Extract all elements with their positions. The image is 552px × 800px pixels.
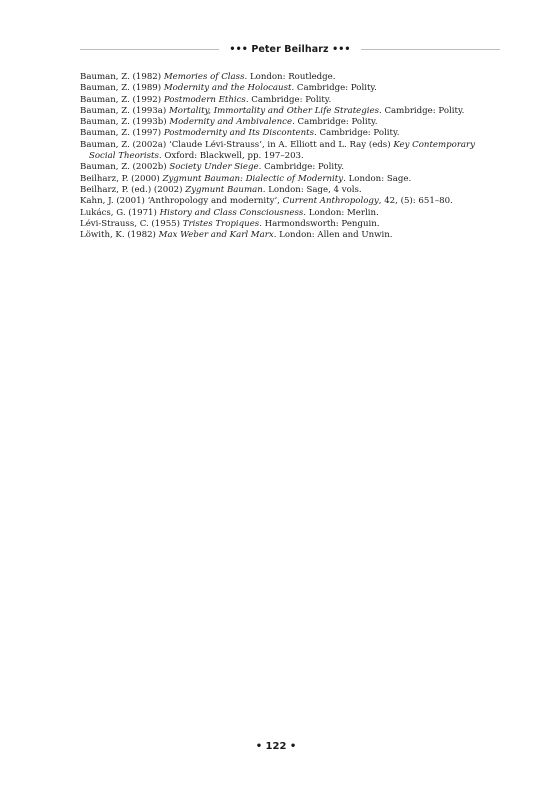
reference-text: . London: Allen and Unwin. [273, 230, 393, 241]
reference-entry [80, 95, 504, 106]
reference-entry [80, 128, 504, 139]
reference-text: Löwith, K. (1982) [80, 230, 159, 241]
reference-entry [80, 196, 504, 207]
reference-title: Tristes Tropiques [182, 218, 260, 229]
reference-title: Key Contemporary Social Theorists [89, 139, 476, 162]
reference-title: Max Weber and Karl Marx [158, 230, 274, 241]
reference-text: Bauman, Z. (2002a) ‘Claude Lévi-Strauss’, in A. Elliott and L. Ray (eds) [80, 139, 394, 150]
reference-title: Postmodern Ethics [163, 94, 246, 105]
header-rule-right [361, 49, 500, 50]
reference-entry [80, 185, 504, 196]
reference-text: Bauman, Z. (1992) [80, 94, 164, 105]
reference-entry [80, 230, 504, 241]
running-head [80, 42, 500, 56]
reference-entry [80, 83, 504, 94]
reference-text: Bauman, Z. (1982) [80, 72, 164, 82]
reference-entry [80, 174, 504, 185]
reference-title: Modernity and the Holocaust [163, 83, 292, 94]
reference-text: . Cambridge: Polity. [292, 117, 378, 128]
reference-title: Modernity and Ambivalence [169, 117, 293, 128]
reference-text: Lévi-Strauss, C. (1955) [80, 218, 183, 229]
reference-title: History and Class Consciousness [159, 207, 304, 218]
reference-text: . London: Routledge. [244, 72, 336, 82]
reference-title: Postmodernity and Its Discontents [163, 128, 315, 139]
reference-title: Zygmunt Bauman: Dialectic of Modernity [162, 173, 344, 184]
reference-text: . Cambridge: Polity. [245, 94, 332, 105]
reference-entry [80, 72, 504, 83]
reference-title: Society Under Siege [169, 162, 259, 173]
reference-text: Bauman, Z. (2002b) [80, 162, 170, 173]
reference-text: Bauman, Z. (1993a) [80, 105, 169, 116]
reference-text: Beilharz, P. (2000) [80, 173, 163, 184]
reference-text: . Cambridge: Polity. [291, 83, 377, 94]
reference-list [80, 72, 504, 241]
reference-text: Bauman, Z. (1997) [80, 128, 164, 139]
page-number: • 122 • [255, 741, 297, 752]
running-head-author: ••• Peter Beilharz ••• [229, 43, 351, 55]
reference-text: . Harmondsworth: Penguin. [259, 218, 380, 229]
reference-title: Current Anthropology [282, 196, 379, 207]
reference-entry [80, 219, 504, 230]
reference-text: . Cambridge: Polity. [258, 162, 344, 173]
reference-text: . London: Merlin. [303, 207, 379, 218]
reference-text: . London: Sage, 4 vols. [262, 184, 362, 195]
reference-text: Beilharz, P. (ed.) (2002) [80, 184, 186, 195]
reference-text: . Oxford: Blackwell, pp. 197–203. [158, 151, 304, 162]
reference-title: Mortality, Immortality and Other Life Strategies [168, 105, 380, 116]
reference-title: Memories of Class [163, 72, 245, 82]
reference-text: . London: Sage. [343, 173, 412, 184]
reference-text: Bauman, Z. (1993b) [80, 117, 170, 128]
header-rule-left [80, 49, 219, 50]
reference-entry [80, 106, 504, 117]
reference-title: Zygmunt Bauman [185, 184, 263, 195]
reference-text: Lukács, G. (1971) [80, 207, 160, 218]
reference-text: , 42, (5): 651–80. [378, 196, 453, 207]
reference-entry [80, 208, 504, 219]
reference-entry [80, 140, 504, 163]
reference-text: . Cambridge: Polity. [379, 105, 465, 116]
reference-text: Bauman, Z. (1989) [80, 83, 164, 94]
reference-entry [80, 162, 504, 173]
reference-entry [80, 117, 504, 128]
reference-text: . Cambridge: Polity. [314, 128, 400, 139]
reference-text: Kahn, J. (2001) ‘Anthropology and modernity’, [80, 196, 283, 207]
